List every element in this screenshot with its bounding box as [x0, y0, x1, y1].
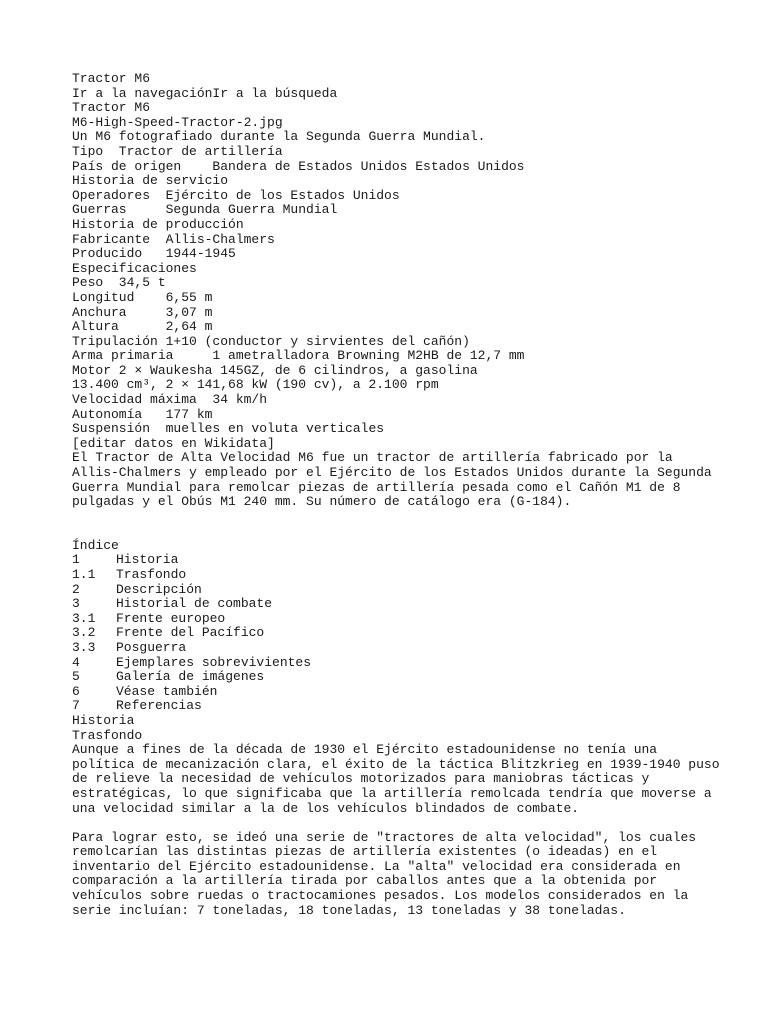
image-filename[interactable]: M6-High-Speed-Tractor-2.jpg [72, 114, 283, 130]
infobox-row: Suspensión muelles en voluta verticales [72, 421, 385, 437]
toc-item-number: 3.1 [72, 610, 96, 626]
toc-item-number: 6 [72, 683, 80, 699]
table-of-contents [72, 539, 732, 714]
toc-item-number: 1.1 [72, 567, 96, 582]
infobox-section-heading: Historia de producción [72, 216, 244, 232]
toc-item-number: 5 [72, 669, 80, 685]
infobox-row: Autonomía 177 km [72, 406, 213, 422]
toc-item-number: 3.2 [72, 625, 96, 641]
toc-item-label[interactable]: Trasfondo [116, 567, 187, 582]
toc-item-label[interactable]: Ejemplares sobrevivientes [116, 654, 312, 670]
toc-item-number: 3.3 [72, 639, 96, 655]
toc-item[interactable] [72, 685, 732, 700]
page-title: Tractor M6 [72, 71, 151, 86]
infobox-row: Peso 34,5 t [72, 275, 166, 291]
toc-item-label[interactable]: Frente europeo [116, 610, 226, 626]
toc-item-label[interactable]: Descripción [116, 581, 202, 597]
toc-item-number: 3 [72, 596, 80, 612]
toc-item[interactable] [72, 626, 732, 641]
image-caption: Un M6 fotografiado durante la Segunda Guerra Mundial. [72, 129, 486, 145]
subsection-heading-trasfondo: Trasfondo [72, 727, 143, 743]
body-paragraph: Para lograr esto, se ideó una serie de "tractores de alta velocidad", los cuales remolcarían las distintas piezas de artillería existentes (o ideadas) en el inventario del Ejército estadounidense. La "alta" velocidad era considerada en comparación a la artillería tirada por caballos antes que a la obtenida por vehículos sobre ruedas o tractocamiones pesados. Los modelos considerados en la serie incluían: 7 toneladas, 18 toneladas, 13 toneladas y 38 toneladas. [72, 829, 697, 918]
toc-item-number: 4 [72, 654, 80, 670]
document-page [72, 72, 732, 918]
infobox-row: Altura 2,64 m [72, 319, 213, 335]
infobox-row: Motor 2 × Waukesha 145GZ, de 6 cilindros, a gasolina [72, 362, 478, 378]
infobox-row: Guerras Segunda Guerra Mundial [72, 202, 338, 218]
infobox-row: Tripulación 1+10 (conductor y sirvientes del cañón) [72, 333, 470, 349]
toc-item[interactable] [72, 553, 732, 568]
infobox-section-heading: Historia de servicio [72, 173, 229, 189]
infobox-row: Tipo Tractor de artillería [72, 143, 283, 159]
toc-item-label[interactable]: Historial de combate [116, 596, 273, 612]
edit-wikidata-link[interactable]: [editar datos en Wikidata] [72, 435, 275, 451]
toc-item-label[interactable]: Véase también [116, 683, 218, 699]
section-heading-historia: Historia [72, 712, 135, 728]
toc-item-number: 1 [72, 552, 80, 568]
article-subtitle: Tractor M6 [72, 100, 151, 116]
infobox-row: Velocidad máxima 34 km/h [72, 392, 268, 408]
toc-item[interactable] [72, 612, 732, 627]
toc-item[interactable] [72, 699, 732, 714]
toc-item-number: 2 [72, 581, 80, 597]
infobox-row: Operadores Ejército de los Estados Unidos [72, 187, 400, 203]
toc-item[interactable] [72, 656, 732, 671]
infobox-row: Fabricante Allis-Chalmers [72, 231, 275, 247]
toc-item[interactable] [72, 568, 732, 583]
toc-item-label[interactable]: Galería de imágenes [116, 669, 265, 685]
infobox-section-heading: Especificaciones [72, 260, 197, 276]
toc-item-label[interactable]: Historia [116, 552, 179, 568]
infobox-row: Producido 1944-1945 [72, 246, 236, 262]
infobox-row: 13.400 cm³, 2 × 141,68 kW (190 cv), a 2.100 rpm [72, 377, 439, 393]
toc-item-number: 7 [72, 698, 80, 714]
body-paragraph: Aunque a fines de la década de 1930 el Ejército estadounidense no tenía una política de mecanización clara, el éxito de la táctica Blitzkrieg en 1939-1940 puso de relieve la necesidad de vehículos motorizados para maniobras tácticas y estratégicas, lo que significaba que la artillería remolcada tendría que moverse a una velocidad similar a la de los vehículos blindados de combate. [72, 742, 720, 816]
infobox-row: Longitud 6,55 m [72, 289, 213, 305]
infobox [72, 145, 732, 451]
navigation-links[interactable]: Ir a la navegaciónIr a la búsqueda [72, 85, 338, 101]
toc-heading: Índice [72, 537, 119, 553]
toc-item-label[interactable]: Frente del Pacífico [116, 625, 265, 641]
infobox-row: País de origen Bandera de Estados Unidos Estados Unidos [72, 158, 525, 174]
infobox-row: Anchura 3,07 m [72, 304, 213, 320]
toc-item-label[interactable]: Posguerra [116, 639, 187, 655]
toc-item[interactable] [72, 583, 732, 598]
infobox-row: Arma primaria 1 ametralladora Browning M2HB de 12,7 mm [72, 348, 525, 364]
toc-item-label[interactable]: Referencias [116, 698, 202, 714]
toc-item[interactable] [72, 597, 732, 612]
intro-paragraph: El Tractor de Alta Velocidad M6 fue un tractor de artillería fabricado por la Allis-Chalmers y empleado por el Ejército de los Estados Unidos durante la Segunda Guerra Mundial para remolcar piezas de artillería pesada como el Cañón M1 de 8 pulgadas y el Obús M1 240 mm. Su número de catálogo era (G-184). [72, 450, 712, 510]
toc-item[interactable] [72, 641, 732, 656]
toc-item[interactable] [72, 670, 732, 685]
